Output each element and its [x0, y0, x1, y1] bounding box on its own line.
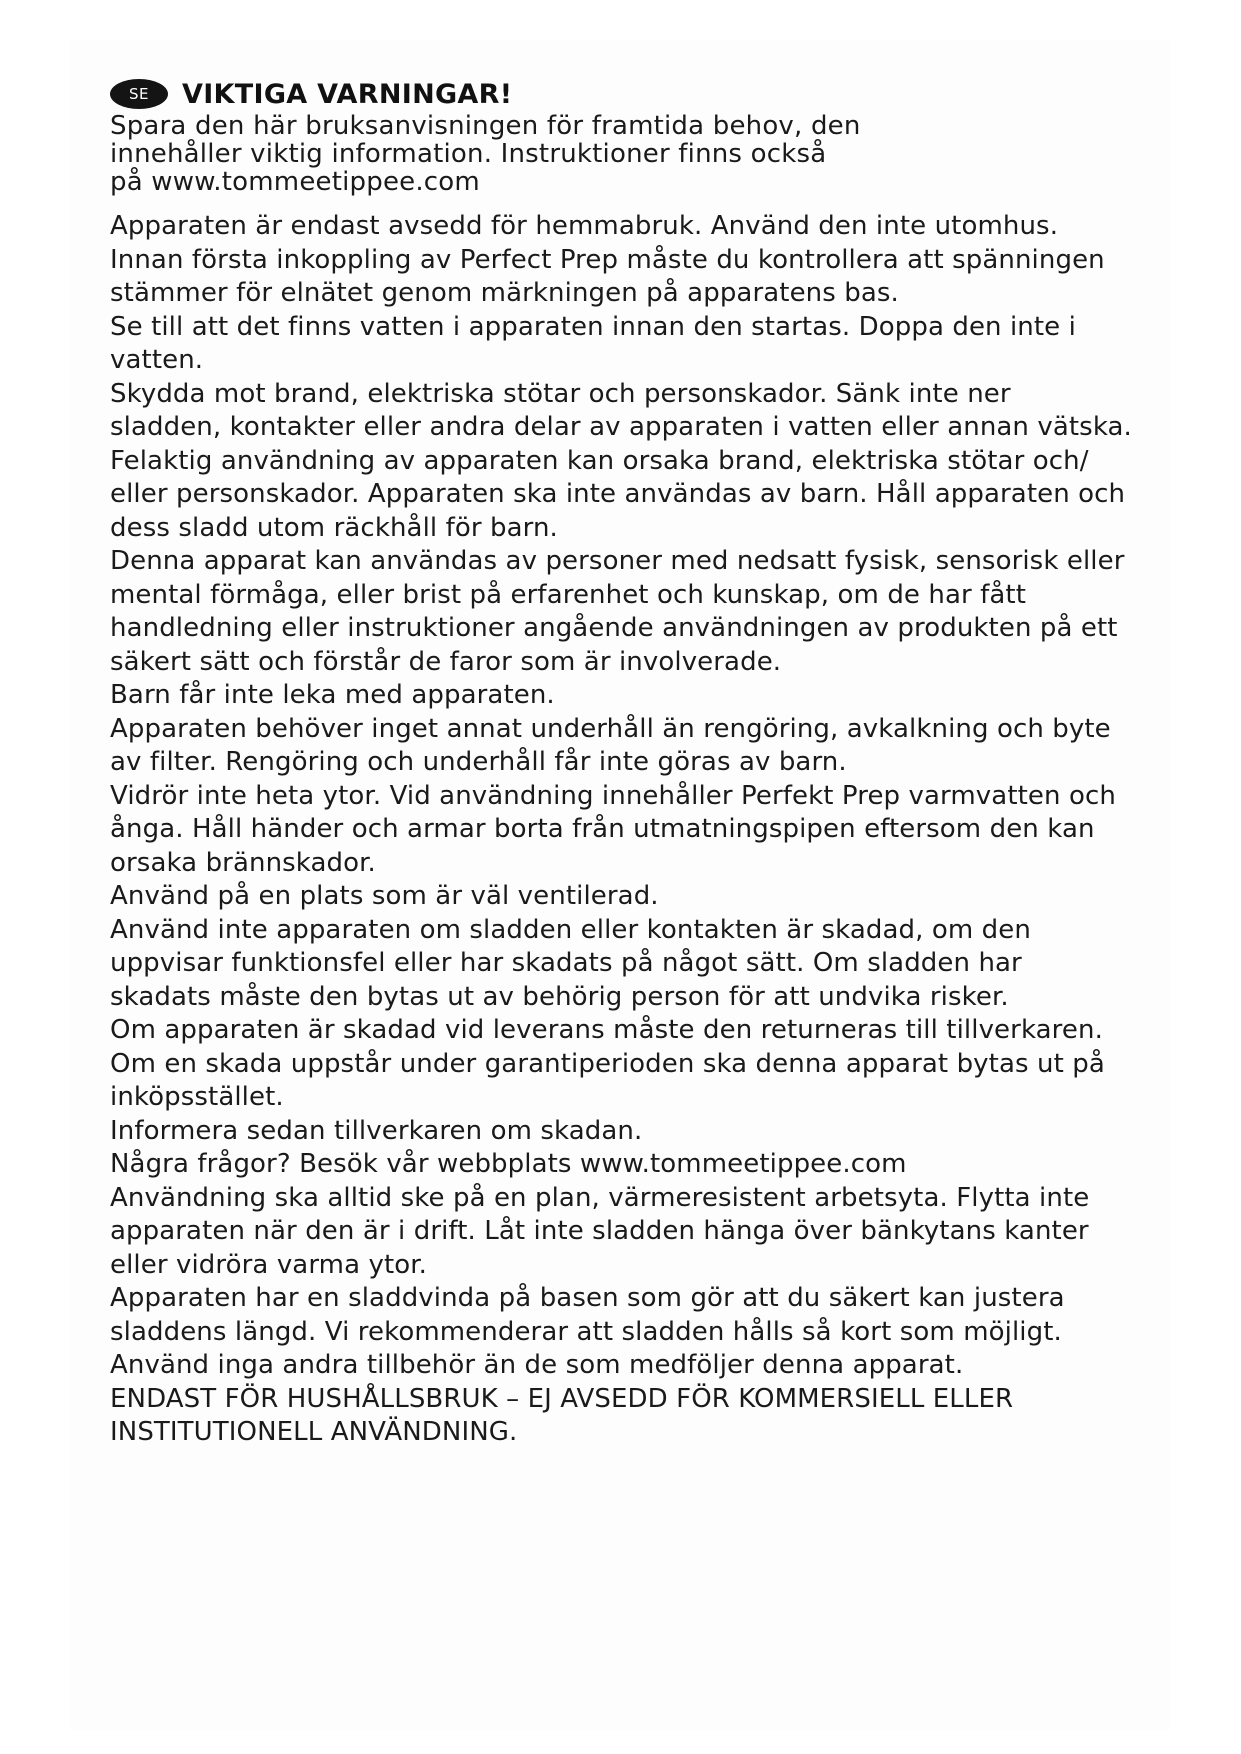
body-line: Om apparaten är skadad vid leverans måste den returneras till tillverkaren. — [110, 1015, 1103, 1045]
body-line: dess sladd utom räckhåll för barn. — [110, 512, 558, 543]
body-line: mental förmåga, eller brist på erfarenhet och kunskap, om de har fått — [110, 579, 1027, 610]
body-line: stämmer för elnätet genom märkningen på apparatens bas. — [110, 278, 899, 308]
warnings-body — [110, 210, 1150, 1450]
body-line: Denna apparat kan användas av personer med nedsatt fysisk, sensorisk eller — [110, 546, 1125, 576]
body-line: Användning ska alltid ske på en plan, värmeresistent arbetsyta. Flytta inte — [110, 1182, 1090, 1213]
body-line: Innan första inkoppling av Perfect Prep måste du kontrollera att spänningen — [110, 244, 1105, 275]
body-line: av filter. Rengöring och underhåll får inte göras av barn. — [110, 747, 847, 777]
body-line: Felaktig användning av apparaten kan orsaka brand, elektriska stötar och/ — [110, 445, 1089, 476]
body-line: Informera sedan tillverkaren om skadan. — [110, 1115, 643, 1146]
body-line: eller vidröra varma ytor. — [110, 1249, 428, 1280]
body-line: Apparaten behöver inget annat underhåll än rengöring, avkalkning och byte — [110, 713, 1111, 744]
body-line: vatten. — [110, 345, 204, 375]
body-line: Barn får inte leka med apparaten. — [110, 680, 555, 710]
body-line: skadats måste den bytas ut av behörig person för att undvika risker. — [110, 981, 1009, 1012]
body-line: Se till att det finns vatten i apparaten innan den startas. Doppa den inte i — [110, 311, 1076, 342]
body-line: ENDAST FÖR HUSHÅLLSBRUK – EJ AVSEDD FÖR KOMMERSIELL ELLER — [110, 1383, 1014, 1414]
intro-line: Spara den här bruksanvisningen för framtida behov, den — [110, 111, 861, 141]
intro-line: innehåller viktig information. Instruktioner finns också — [110, 139, 827, 169]
body-line: Apparaten är endast avsedd för hemmabruk. Använd den inte utomhus. — [110, 211, 1059, 241]
page-title: VIKTIGA VARNINGAR! — [182, 78, 513, 110]
body-line: INSTITUTIONELL ANVÄNDNING. — [110, 1417, 518, 1447]
body-line: Använd inga andra tillbehör än de som medföljer denna apparat. — [110, 1350, 964, 1380]
body-line: inköpsstället. — [110, 1082, 284, 1112]
body-line: Skydda mot brand, elektriska stötar och personskador. Sänk inte ner — [110, 378, 1011, 409]
body-line: eller personskador. Apparaten ska inte användas av barn. Håll apparaten och — [110, 479, 1126, 509]
body-line: Om en skada uppstår under garantiperioden ska denna apparat bytas ut på — [110, 1048, 1105, 1079]
language-badge: SE — [110, 79, 168, 109]
body-line: Använd inte apparaten om sladden eller kontakten är skadad, om den — [110, 914, 1031, 945]
body-line: sladdens längd. Vi rekommenderar att sladden hålls så kort som möjligt. — [110, 1316, 1062, 1347]
body-line: säkert sätt och förstår de faror som är involverade. — [110, 646, 782, 677]
body-line: ånga. Håll händer och armar borta från utmatningspipen eftersom den kan — [110, 814, 1095, 844]
body-line: apparaten när den är i drift. Låt inte sladden hänga över bänkytans kanter — [110, 1216, 1089, 1246]
body-line: Använd på en plats som är väl ventilerad. — [110, 881, 659, 911]
body-line: Några frågor? Besök vår webbplats www.tommeetippee.com — [110, 1149, 907, 1179]
body-line: Apparaten har en sladdvinda på basen som gör att du säkert kan justera — [110, 1283, 1065, 1313]
document-content — [110, 76, 1150, 1450]
intro-paragraph — [110, 112, 1150, 196]
intro-line: på www.tommeetippee.com — [110, 167, 480, 197]
heading-row — [110, 76, 1150, 112]
body-line: orsaka brännskador. — [110, 847, 376, 878]
body-line: handledning eller instruktioner angående användningen av produkten på ett — [110, 613, 1118, 643]
body-line: uppvisar funktionsfel eller har skadats på något sätt. Om sladden har — [110, 948, 1022, 978]
body-line: sladden, kontakter eller andra delar av apparaten i vatten eller annan vätska. — [110, 412, 1132, 442]
body-line: Vidrör inte heta ytor. Vid användning innehåller Perfekt Prep varmvatten och — [110, 780, 1116, 811]
